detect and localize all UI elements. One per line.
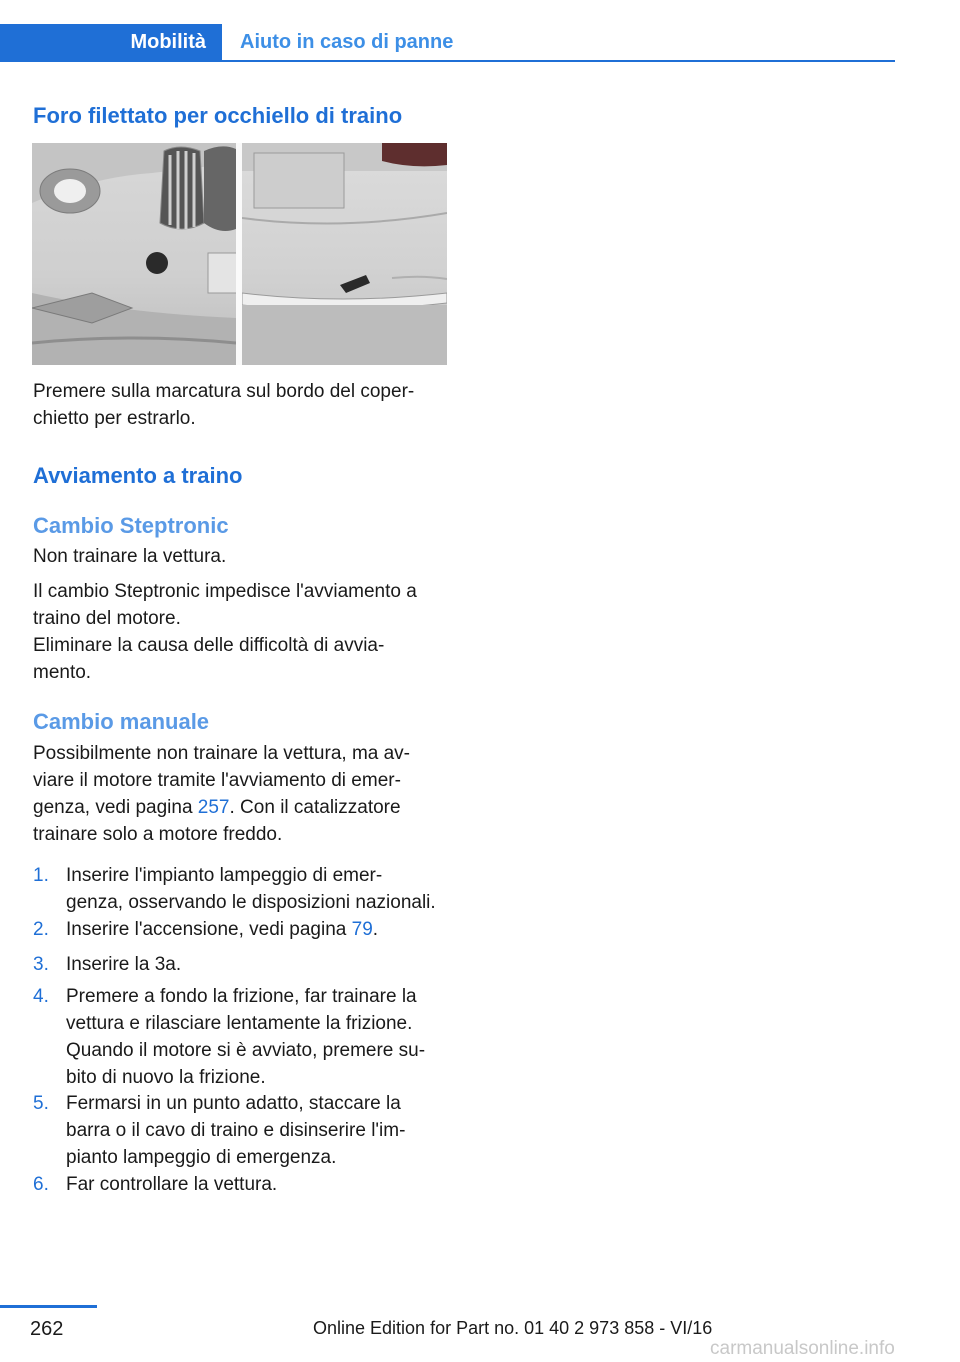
- manual-line: genza, vedi pagina 257. Con il catalizzatore: [33, 797, 401, 818]
- step-text: Quando il motore si è avviato, premere su-: [66, 1040, 426, 1061]
- towing-eye-instruction-line1: Premere sulla marcatura sul bordo del coper-: [33, 381, 415, 402]
- watermark: carmanualsonline.info: [710, 1338, 895, 1359]
- step-text: pianto lampeggio di emergenza.: [66, 1147, 337, 1168]
- manual-line: viare il motore tramite l'avviamento di emer-: [33, 770, 401, 791]
- tab-aiuto-panne[interactable]: Aiuto in caso di panne: [240, 30, 454, 53]
- step-number: 6.: [33, 1174, 49, 1195]
- step-text: Fermarsi in un punto adatto, staccare la: [66, 1093, 401, 1114]
- section-title-tow-start: Avviamento a traino: [33, 463, 243, 488]
- step-text: genza, osservando le disposizioni nazionali.: [66, 892, 436, 913]
- footer-rule: [0, 1305, 97, 1308]
- step-text: Inserire la 3a.: [66, 954, 182, 975]
- page-number: 262: [30, 1318, 64, 1340]
- step-text: Inserire l'impianto lampeggio di emer-: [66, 865, 383, 886]
- edition-info: Online Edition for Part no. 01 40 2 973 858 - VI/16: [313, 1318, 713, 1338]
- page-link-79[interactable]: 79: [351, 919, 373, 940]
- towing-eye-photo: [32, 143, 447, 365]
- step-text: vettura e rilasciare lentamente la frizione.: [66, 1013, 413, 1034]
- step-number: 3.: [33, 954, 49, 975]
- subsection-title-steptronic: Cambio Steptronic: [33, 513, 229, 538]
- step-text: Premere a fondo la frizione, far trainare la: [66, 986, 417, 1007]
- manual-line: trainare solo a motore freddo.: [33, 824, 283, 845]
- towing-eye-instruction-line2: chietto per estrarlo.: [33, 408, 196, 429]
- step-number: 1.: [33, 865, 49, 886]
- page-link-257[interactable]: 257: [197, 797, 230, 818]
- step-number: 4.: [33, 986, 49, 1007]
- steptronic-line: Eliminare la causa delle difficoltà di avvia-: [33, 635, 385, 656]
- front-bumper-illustration: [32, 143, 236, 365]
- page-header: [0, 0, 895, 62]
- rear-bumper-photo: [242, 143, 447, 365]
- header-rule: [0, 60, 895, 62]
- steptronic-line: Non trainare la vettura.: [33, 546, 227, 567]
- section-title-towing-eye: Foro filettato per occhiello di traino: [33, 103, 403, 128]
- tab-mobilita[interactable]: Mobilità: [0, 24, 222, 60]
- step-text: barra o il cavo di traino e disinserire l'im-: [66, 1120, 406, 1141]
- rear-bumper-illustration: [242, 143, 447, 365]
- step-text: Far controllare la vettura.: [66, 1174, 278, 1195]
- steptronic-line: mento.: [33, 662, 92, 683]
- steptronic-line: traino del motore.: [33, 608, 181, 629]
- step-text: Inserire l'accensione, vedi pagina 79.: [66, 919, 379, 940]
- step-number: 2.: [33, 919, 49, 940]
- subsection-title-manual: Cambio manuale: [33, 709, 210, 734]
- step-number: 5.: [33, 1093, 49, 1114]
- step-text: bito di nuovo la frizione.: [66, 1067, 266, 1088]
- steptronic-line: Il cambio Steptronic impedisce l'avviamento a: [33, 581, 417, 602]
- manual-line: Possibilmente non trainare la vettura, ma av-: [33, 743, 411, 764]
- front-bumper-photo: [32, 143, 236, 365]
